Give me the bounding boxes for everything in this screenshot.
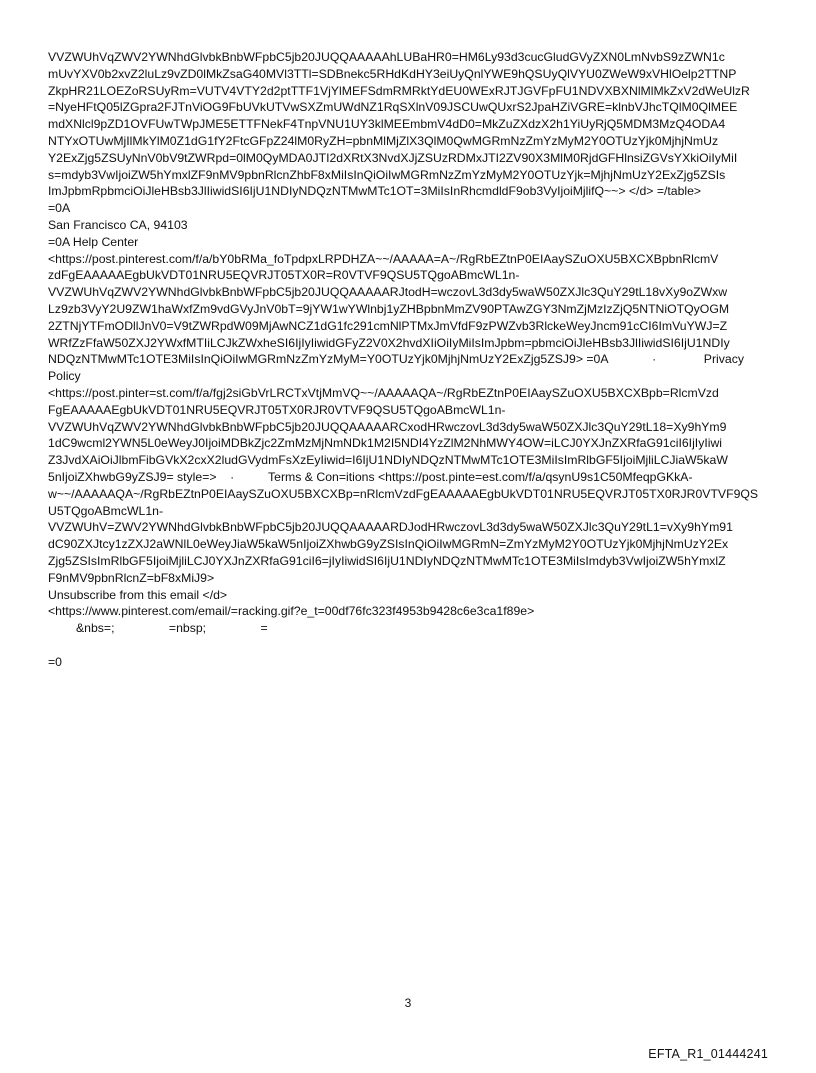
text-line: WRfZzFfaW50ZXJ2YWxfMTIiLCJkZWxheSI6IjIyIiwidGFyZ2V0X2hvdXIiOiIyMiIsImJpbm=pbmciOiJleHBsb3JlIiwidSI6IjU1NDIy	[48, 335, 730, 350]
text-line: FgEAAAAAEgbUkVDT01NRU5EQVRJT05TX0RJR0VTVF9QSU5TQgoABmcWL1n-	[48, 402, 506, 417]
text-line: =0A Help Center	[48, 234, 139, 249]
text-line: Zjg5ZSIsImRlbGF5IjoiMjliLCJ0YXJnZXRfaG91ciI6=jIyIiwidSI6IjU1NDIyNDQzNTMwMTc1OTE3MiIsImdyb3VwIjoiZW5hYmxlZ	[48, 553, 726, 568]
text-line: 5nIjoiZXhwbG9yZSJ9= style=> · Terms & Con=itions <https://post.pinte=est.com/f/a/qsynU9s1C50MfeqpGKkA-	[48, 469, 693, 484]
text-line: dC90ZXJtcy1zZXJ2aWNlL0eWeyJiaW5kaW5nIjoiZXhwbG9yZSIsInQiOiIwMGRmN=ZmYzMyM2Y0OTUzYjk0MjhjNmUzY2Ex	[48, 537, 729, 552]
text-line: Y2ExZjg5ZSUyNnV0bV9tZWRpd=0lM0QyMDA0JTI2dXRtX3NvdXJjZSUzRDMxJTI2ZV90X3MlM0RjdGFHlnsiZGVsYXkiOiIyMiI	[48, 150, 738, 165]
text-line: Lz9zb3VyY2U9ZW1haWxfZm9vdGVyJnV0bT=9jYW1wYWlnbj1yZHBpbnMmZV90PTAwZGY3NmZjMzIzZjQ5NTNiOTQyOGM	[48, 301, 730, 316]
text-line: =0A	[48, 201, 71, 216]
text-line: VVZWUhVqZWV2YWNhdGlvbkBnbWFpbC5jb20JUQQAAAAAhLUBaHR0=HM6Ly93d3cucGludGVyZXN0LmNvbS9zZWN1c	[48, 50, 725, 64]
document-id: EFTA_R1_01444241	[648, 1047, 768, 1061]
text-line: s=mdyb3VwIjoiZW5hYmxlZF9nMV9pbnRlcnZhbF8xMiIsInQiOiIwMGRmNzZmYzMyM2Y0OTUzYjk=MjhjNmUzY2ExZjg5ZSIs	[48, 167, 726, 182]
body-lines	[48, 49, 770, 620]
text-line: mUvYXV0b2xvZ2luLz9vZD0lMkZsaG40MVl3TTl=SDBnekc5RHdKdHY3eiUyQnlYWE9hQSUyQlVYU0ZWeW9xVHlOelp2TTNP	[48, 66, 737, 81]
text-line: Policy	[48, 369, 81, 384]
text-line: VVZWUhV=ZWV2YWNhdGlvbkBnbWFpbC5jb20JUQQAAAAARDJodHRwczovL3d3dy5waW50ZXJlc3QuY29tL1=vXy9hYm91	[48, 520, 733, 535]
text-line: =NyeHFtQ05lZGpra2FJTnViOG9FbUVkUTVwSXZmUWdNZ1RqSXlnV09JSCUwQUxrS2JpaHZiVGRE=klnbVJhcTQlM0QlMEE	[48, 100, 738, 115]
nbsp-line: &nbs=; =nbsp; =	[76, 621, 268, 636]
text-line: 2ZTNjYTFmODllJnV0=V9tZWRpdW09MjAwNCZ1dG1fc291cmNlPTMxJmVfdF9zPWZvb3RlckeWeyJncm91cCI6ImVuYWJ=Z	[48, 318, 728, 333]
text-line: VVZWUhVqZWV2YWNhdGlvbkBnbWFpbC5jb20JUQQAAAAARCxodHRwczovL3d3dy5waW50ZXJlc3QuY29tL18=Xy9hYm9	[48, 419, 727, 434]
email-body	[48, 49, 770, 670]
text-line: ZkpHR21LOEZoRSUyRm=VUTV4VTY2d2ptTTF1VjYlMEFSdmRMRktYdEU0WExRJTJGVFpFU1NDVXBXNlMlMkZxV2dWeUlzR	[48, 83, 750, 98]
text-line: F9nMV9pbnRlcnZ=bF8xMiJ9>	[48, 570, 215, 585]
page-number: 3	[404, 996, 412, 1010]
text-line: 1dC9wcml2YWN5L0eWeyJ0IjoiMDBkZjc2ZmMzMjNmNDk1M2I5NDI4YzZlM2NhMWY4OW=iLCJ0YXJnZXRfaG91ciI6IjIyIiwi	[48, 436, 723, 451]
text-line: ImJpbmRpbmciOiJleHBsb3JlIiwidSI6IjU1NDIyNDQzNTMwMTc1OT=3MiIsInRhcmdldF9ob3VyIjoiMjlifQ~~> </d> =/table>	[48, 184, 702, 199]
text-line: NTYxOTUwMjIlMkYlM0Z1dG1fY2FtcGFpZ24lM0RyZH=pbnMlMjZlX3QlM0QwMGRmNzZmYzMyM2Y0OTUzYjk0MjhjNmUz	[48, 133, 719, 148]
text-line: w~~/AAAAAQA~/RgRbEZtnP0EIAaySZuOXU5BXCXBp=nRlcmVzdFgEAAAAAEgbUkVDT01NRU5EQVRJT05TX0RJR0VTVF9QS	[48, 486, 759, 501]
tail-line: =0	[48, 654, 62, 669]
text-line: Z3JvdXAiOiJlbmFibGVkX2cxX2ludGVydmFsXzEyIiwid=I6IjU1NDIyNDQzNTMwMTc1OTE3MiIsImRlbGF5IjoiMjliLCJiaW5kaW	[48, 453, 728, 468]
text-line: mdXNlcl9pZD1OVFUwTWpJME5ETTFNekF4TnpVNU1UY3klMEEmbmV4dD0=MkZuZXdzX2h1YiUyRjQ5MDM3MzQ4ODA4	[48, 117, 726, 132]
text-line: San Francisco CA, 94103	[48, 217, 188, 232]
text-line: NDQzNTMwMTc1OTE3MiIsInQiOiIwMGRmNzZmYzMyM=Y0OTUzYjk0MjhjNmUzY2ExZjg5ZSJ9> =0A · Privacy	[48, 352, 744, 367]
text-line: VVZWUhVqZWV2YWNhdGlvbkBnbWFpbC5jb20JUQQAAAAARJtodH=wczovL3d3dy5waW50ZXJlc3QuY29tL18vXy9oZWxw	[48, 285, 728, 300]
text-line: U5TQgoABmcWL1n-	[48, 503, 164, 518]
blank-line	[48, 637, 770, 654]
text-line: <https://www.pinterest.com/email/=racking.gif?e_t=00df76fc323f4953b9428c6e3ca1f89e>	[48, 604, 535, 619]
text-line: zdFgEAAAAAEgbUkVDT01NRU5EQVRJT05TX0R=R0VTVF9QSU5TQgoABmcWL1n-	[48, 268, 520, 283]
text-line: <https://post.pinterest.com/f/a/bY0bRMa_foTpdpxLRPDHZA~~/AAAAA=A~/RgRbEZtnP0EIAaySZuOXU5BXCXBpbnRlcmV	[48, 251, 719, 266]
text-line: <https://post.pinter=st.com/f/a/fgj2siGbVrLRCTxVtjMmVQ~~/AAAAAQA~/RgRbEZtnP0EIAaySZuOXU5BXCXBpb=RlcmVzd	[48, 385, 719, 400]
text-line: Unsubscribe from this email </d>	[48, 587, 228, 602]
